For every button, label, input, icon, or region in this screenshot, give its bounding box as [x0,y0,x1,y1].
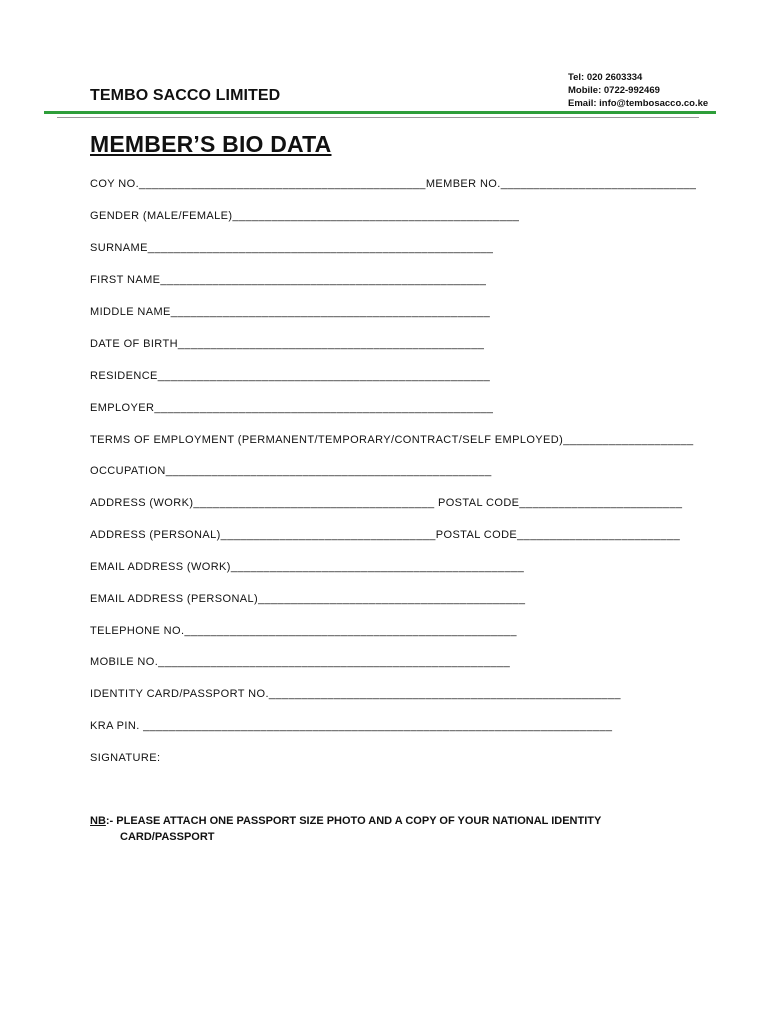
note-text-line1: :- PLEASE ATTACH ONE PASSPORT SIZE PHOTO AND A COPY OF YOUR NATIONAL IDENTITY [105,815,602,827]
field-signature[interactable]: SIGNATURE: [90,752,161,764]
field-mobile[interactable]: MOBILE NO.______________________________________________________ [90,656,511,668]
field-email-work[interactable]: EMAIL ADDRESS (WORK)_____________________________________________ [90,561,525,573]
field-address-personal[interactable]: ADDRESS (PERSONAL)_________________________________POSTAL CODE_________________________ [90,529,681,541]
field-date-of-birth[interactable]: DATE OF BIRTH_______________________________________________ [90,338,485,350]
field-coy-member-no[interactable]: COY NO.____________________________________________MEMBER NO.______________________________ [90,178,697,190]
field-employer[interactable]: EMPLOYER____________________________________________________ [90,402,494,414]
header-rule-green [44,111,716,114]
field-terms-of-employment[interactable]: TERMS OF EMPLOYMENT (PERMANENT/TEMPORARY/CONTRACT/SELF EMPLOYED)____________________ [90,434,694,446]
company-name: TEMBO SACCO LIMITED [90,87,281,104]
field-telephone[interactable]: TELEPHONE NO.___________________________________________________ [90,625,517,637]
field-surname[interactable]: SURNAME_____________________________________________________ [90,242,494,254]
field-middle-name[interactable]: MIDDLE NAME_________________________________________________ [90,306,491,318]
contact-email: Email: info@tembosacco.co.ke [568,98,709,109]
form-title: MEMBER’S BIO DATA [90,131,332,157]
note-label: NB [90,815,106,827]
field-email-personal[interactable]: EMAIL ADDRESS (PERSONAL)_________________________________________ [90,593,526,605]
attachment-note [90,813,601,845]
field-residence[interactable]: RESIDENCE___________________________________________________ [90,370,491,382]
field-address-work[interactable]: ADDRESS (WORK)_____________________________________ POSTAL CODE_________________________ [90,497,683,509]
field-first-name[interactable]: FIRST NAME__________________________________________________ [90,274,487,286]
contact-tel: Tel: 020 2603334 [568,72,643,83]
field-kra-pin[interactable]: KRA PIN. ________________________________________________________________________ [90,720,613,732]
contact-mobile: Mobile: 0722-992469 [568,85,660,96]
field-occupation[interactable]: OCCUPATION__________________________________________________ [90,465,492,477]
contact-block [568,71,708,110]
field-gender[interactable]: GENDER (MALE/FEMALE)____________________________________________ [90,210,520,222]
header-rule-gray [57,117,699,118]
note-text-line2: CARD/PASSPORT [120,831,215,843]
field-id-passport[interactable]: IDENTITY CARD/PASSPORT NO.______________________________________________________ [90,688,621,700]
